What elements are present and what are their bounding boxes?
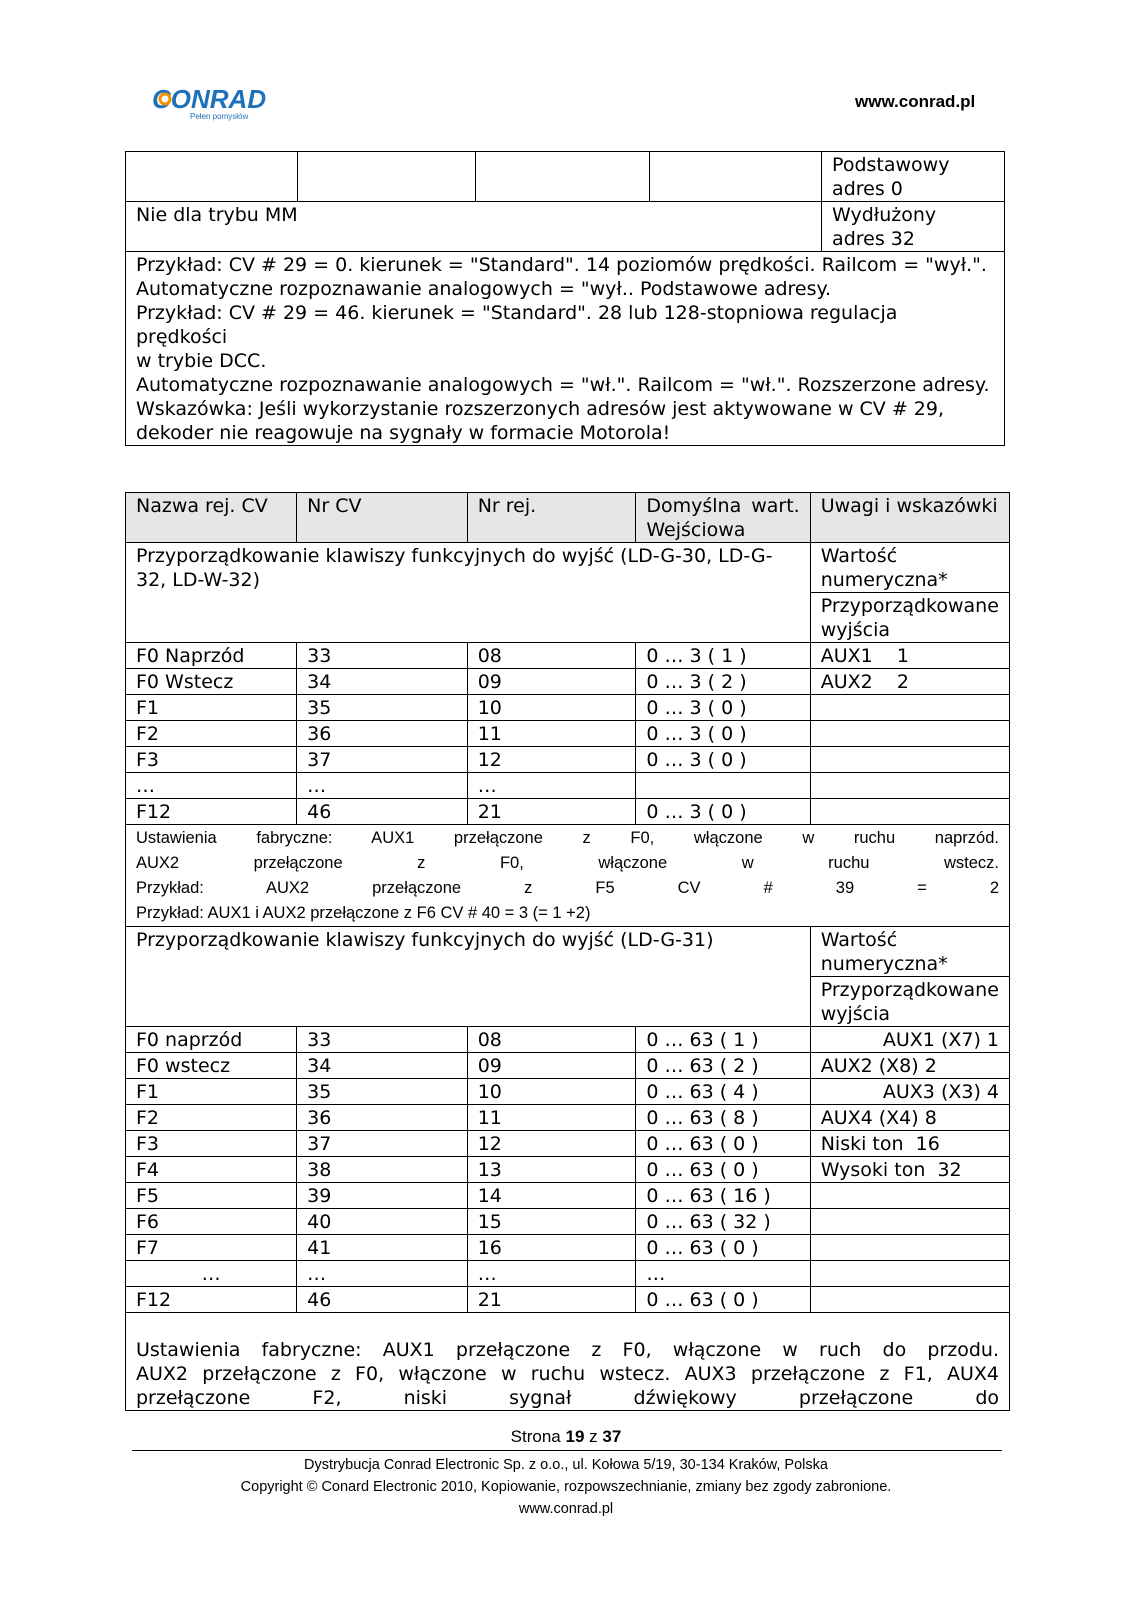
function-mapping-table: Nazwa rej. CV Nr CV Nr rej. Domyślna wart. Wejściowa Uwagi i wskazówki Przyporządkowanie klawiszy funkcyjnych do wyjść (LD-G-30, LD-G-32, LD-W-32) Wartość numeryczna* Przyporządkowane wyjścia F0 Naprzód 33 08 0 … 3 ( 1 ) AUX1 1 F0 Wstecz 34 09 0 … 3 ( 2 ) AUX2 2 F1 35 10 0 … 3 ( 0 ) F2 36 11 0 … 3 ( 0 ) F3 37 12 0 … 3 ( 0 ) … … … F12 46 21 0 … 3 ( 0 ) Ustawienia fabryczne: AUX1 przełączone z F0, włączone w ruchu naprzód. AUX2 przełączone z F0, włączone w ruchu wstecz. Przykład: AUX2 przełączone z F5 CV # 39 = 2 Przykład: AUX1 i AUX2 przełączone z F6 CV # 40 = 3 (= 1 +2) Przyporządkowanie klawiszy funkcyjnych do wyjść (LD-G-31) Wartość numeryczna* Przyporządkowane wyjścia F0 naprzód 33 08 0 … 63 ( 1 ) AUX1 (X7) 1 F0 wstecz 34 09 0 … 63 ( 2 ) AUX2 (X8) 2 F1 35 10 0 … 63 ( 4 ) AUX3 (X3) 4 F2 36 11 0 … 63 ( 8 ) AUX4 (X4) 8 F3 37 12 0 … 63 ( 0 ) Niski ton 16 F4 38 13 0 … 63 ( 0 ) Wysoki ton 32 F5 39 14 0 … 63 ( 16 ) F6 40 15 0 … 63 ( 32 ) F7 41 16 0 … 63 ( 0 ) … … … … F12 46 21 0 … 63 ( 0 ) Ustawienia fabryczne: AUX1 przełączone z F0, włączone w ruch do przodu. AUX2 przełączone z F0, włączone w ruchu wstecz. AUX3 przełączone z F1, AUX4 przełączone F2, niski sygnał dźwiękowy przełączone do [125,492,1010,1411]
table-row: F7 41 16 0 … 63 ( 0 ) [126,1235,1010,1261]
table-row: F0 wstecz 34 09 0 … 63 ( 2 ) AUX2 (X8) 2 [126,1053,1010,1079]
table-row: … … … … [126,1261,1010,1287]
not-for-mm-cell: Nie dla trybu MM [126,202,822,252]
cv29-table-continuation [125,151,1005,446]
section-title: Przyporządkowanie klawiszy funkcyjnych do wyjść (LD-G-30, LD-G-32, LD-W-32) [126,543,811,643]
table-row: F2 36 11 0 … 3 ( 0 ) [126,721,1010,747]
factory-settings-note: Ustawienia fabryczne: AUX1 przełączone z F0, włączone w ruchu naprzód. AUX2 przełączone z F0, włączone w ruchu wstecz. Przykład: AUX2 przełączone z F5 CV # 39 = 2 Przykład: AUX1 i AUX2 przełączone z F6 CV # 40 = 3 (= 1 +2) [126,825,1010,927]
page-number: Strona 19 z 37 [510,1427,622,1446]
table-row: F0 naprzód 33 08 0 … 63 ( 1 ) AUX1 (X7) 1 [126,1027,1010,1053]
factory-settings-row [126,825,1010,927]
column-header: Nr rej. [467,493,636,543]
table-row: F6 40 15 0 … 63 ( 32 ) [126,1209,1010,1235]
footer-copyright: Copyright © Conard Electronic 2010, Kopiowanie, rozpowszechnianie, zmiany bez zgody zabronione. [240,1479,892,1495]
header-website: www.conrad.pl [855,92,976,111]
section-title-row: Przyporządkowanie klawiszy funkcyjnych do wyjść (LD-G-30, LD-G-32, LD-W-32) Wartość numeryczna* [126,543,1010,593]
table-row: F0 Wstecz 34 09 0 … 3 ( 2 ) AUX2 2 [126,669,1010,695]
example-notes-cell: Przykład: CV # 29 = 0. kierunek = "Standard". 14 poziomów prędkości. Railcom = "wył.". Automatyczne rozpoznawanie analogowych = "wył.. Podstawowe adresy. Przykład: CV # 29 = 46. kierunek = "Standard". 28 lub 128-stopniowa regulacja prędkości w trybie DCC. Automatyczne rozpoznawanie analogowych = "wł.". Railcom = "wł.". Rozszerzone adresy. Wskazówka: Jeśli wykorzystanie rozszerzonych adresów jest aktywowane w CV # 29, dekoder nie reagowuje na sygnały w formacie Motorola! [126,252,1005,446]
table-row: F12 46 21 0 … 63 ( 0 ) [126,1287,1010,1313]
extended-address-cell: Wydłużony adres 32 [822,202,1005,252]
table-row [126,252,1005,446]
logo-tagline: Pełen pomysłów [190,112,249,121]
table-header-row [126,493,1010,543]
logo-text: CONRAD [152,84,267,114]
table-row: F0 Naprzód 33 08 0 … 3 ( 1 ) AUX1 1 [126,643,1010,669]
table-row: F3 37 12 0 … 3 ( 0 ) [126,747,1010,773]
footer-divider [132,1450,1002,1451]
footer-distribution: Dystrybucja Conrad Electronic Sp. z o.o., ul. Kołowa 5/19, 30-134 Kraków, Polska [304,1457,828,1473]
table-row: F2 36 11 0 … 63 ( 8 ) AUX4 (X4) 8 [126,1105,1010,1131]
column-header: Uwagi i wskazówki [810,493,1009,543]
table-row: F4 38 13 0 … 63 ( 0 ) Wysoki ton 32 [126,1157,1010,1183]
section-title-row: Przyporządkowanie klawiszy funkcyjnych do wyjść (LD-G-31) Wartość numeryczna* [126,927,1010,977]
table-row [126,202,1005,252]
section-title: Przyporządkowanie klawiszy funkcyjnych do wyjść (LD-G-31) [126,927,811,1027]
footer [0,1454,1132,1520]
table-row: F5 39 14 0 … 63 ( 16 ) [126,1183,1010,1209]
footer-website: www.conrad.pl [518,1501,614,1517]
conrad-logo [152,84,272,124]
table-row: … … … [126,773,1010,799]
column-header: Nazwa rej. CV [126,493,297,543]
table-row: F1 35 10 0 … 63 ( 4 ) AUX3 (X3) 4 [126,1079,1010,1105]
column-header: Domyślna wart. Wejściowa [636,493,810,543]
table-row: F12 46 21 0 … 3 ( 0 ) [126,799,1010,825]
column-header: Nr CV [297,493,468,543]
table-row [126,152,1005,202]
table-row: F3 37 12 0 … 63 ( 0 ) Niski ton 16 [126,1131,1010,1157]
factory-settings-note: Ustawienia fabryczne: AUX1 przełączone z F0, włączone w ruch do przodu. AUX2 przełączone z F0, włączone w ruchu wstecz. AUX3 przełączone z F1, AUX4 przełączone F2, niski sygnał dźwiękowy przełączone do [126,1313,1010,1411]
factory-settings-row [126,1313,1010,1411]
table-row: F1 35 10 0 … 3 ( 0 ) [126,695,1010,721]
basic-address-cell: Podstawowy adres 0 [822,152,1005,202]
